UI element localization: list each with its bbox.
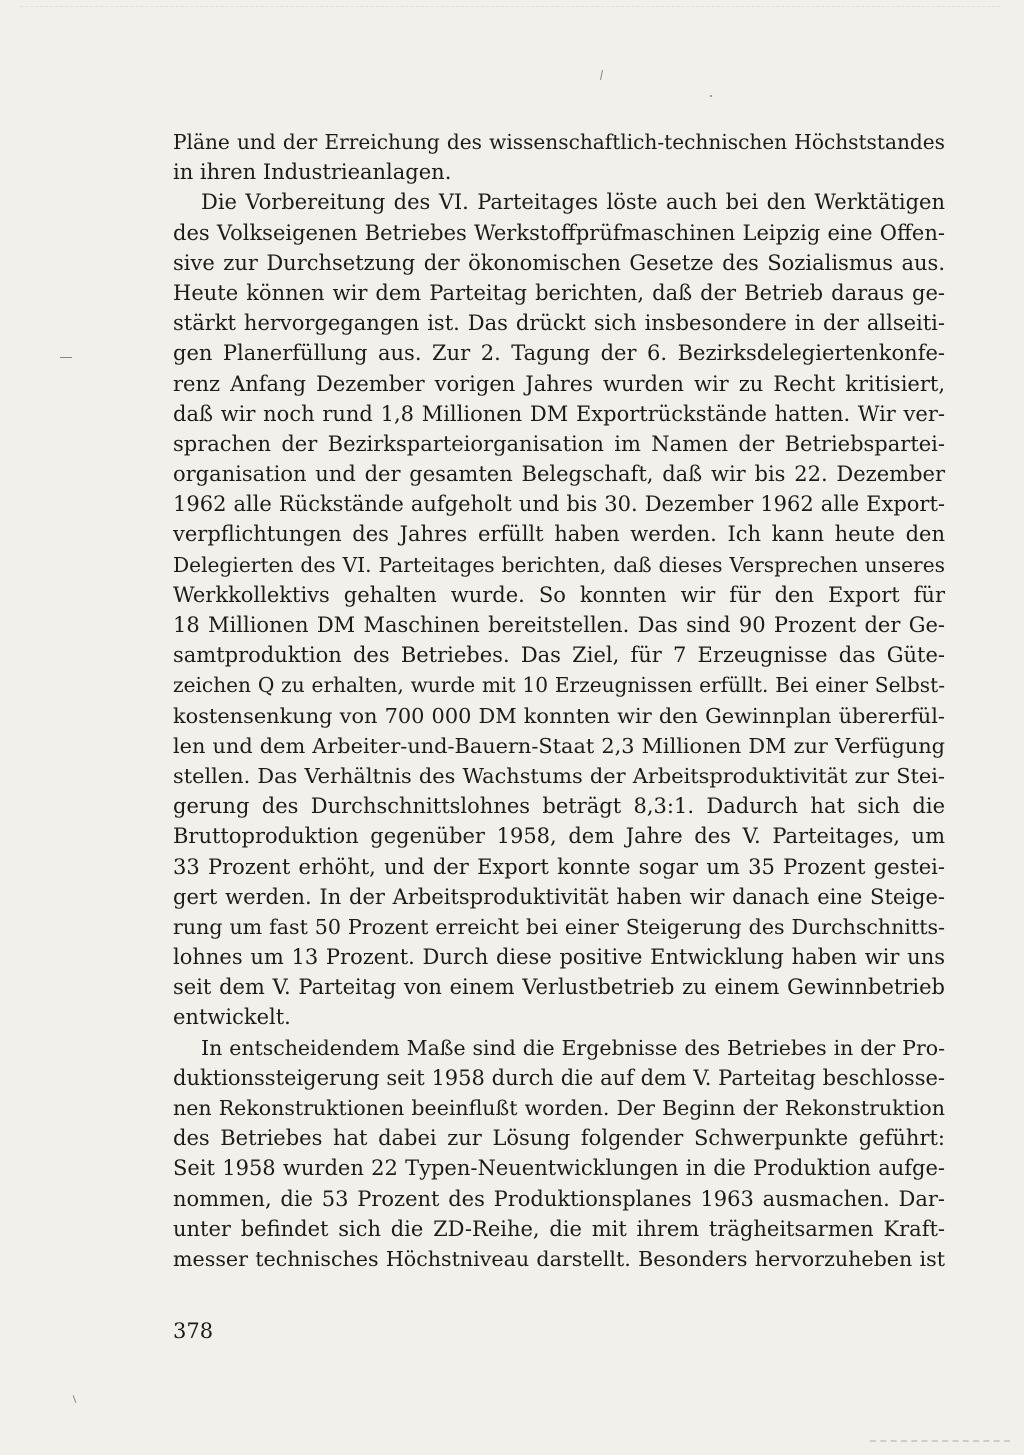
body-text — [173, 127, 945, 1274]
text-line: stellen. Das Verhältnis des Wachstums der Arbeitsproduktivität zur Stei- — [173, 763, 945, 788]
scan-speck — [73, 1395, 77, 1403]
text-line: In entscheidendem Maße sind die Ergebnisse des Betriebes in der Pro- — [201, 1035, 945, 1060]
text-line: len und dem Arbeiter-und-Bauern-Staat 2,3 Millionen DM zur Verfügung — [173, 733, 945, 758]
text-line: messer technisches Höchstniveau darstellt. Besonders hervorzuheben ist — [173, 1246, 945, 1271]
text-line: zeichen Q zu erhalten, wurde mit 10 Erzeugnissen erfüllt. Bei einer Selbst- — [173, 673, 945, 698]
text-line: sprachen der Bezirksparteiorganisation im Namen der Betriebspartei- — [173, 431, 945, 456]
text-line: gerung des Durchschnittslohnes beträgt 8,3:1. Dadurch hat sich die — [173, 794, 945, 819]
text-line: seit dem V. Parteitag von einem Verlustbetrieb zu einem Gewinnbetrieb — [173, 975, 945, 1000]
text-line: des Betriebes hat dabei zur Lösung folgender Schwerpunkte geführt: — [173, 1126, 945, 1151]
text-line: Die Vorbereitung des VI. Parteitages löste auch bei den Werktätigen — [201, 190, 945, 215]
text-line: lohnes um 13 Prozent. Durch diese positive Entwicklung haben wir uns — [173, 945, 945, 970]
text-line: samtproduktion des Betriebes. Das Ziel, für 7 Erzeugnisse das Güte- — [173, 643, 945, 668]
scan-edge-artifact — [20, 6, 1000, 9]
margin-mark — [60, 357, 72, 358]
scan-speck — [710, 95, 712, 97]
text-line: sive zur Durchsetzung der ökonomischen Gesetze des Sozialismus aus. — [173, 250, 945, 275]
text-line: duktionssteigerung seit 1958 durch die auf dem V. Parteitag beschlosse- — [173, 1065, 945, 1090]
text-line: verpflichtungen des Jahres erfüllt haben werden. Ich kann heute den — [173, 522, 945, 547]
text-line: organisation und der gesamten Belegschaft, daß wir bis 22. Dezember — [173, 462, 945, 487]
text-line: Delegierten des VI. Parteitages berichten, daß dieses Versprechen unseres — [173, 552, 945, 577]
text-line: Bruttoproduktion gegenüber 1958, dem Jahre des V. Parteitages, um — [173, 824, 945, 849]
scan-speck — [600, 70, 603, 80]
text-line: gert werden. In der Arbeitsproduktivität haben wir danach eine Steige- — [173, 884, 945, 909]
text-line: unter befindet sich die ZD-Reihe, die mit ihrem trägheitsarmen Kraft- — [173, 1216, 945, 1241]
scan-edge-artifact — [870, 1440, 1010, 1444]
text-line: nen Rekonstruktionen beeinflußt worden. Der Beginn der Rekonstruktion — [173, 1096, 945, 1120]
text-line: in ihren Industrieanlagen. — [173, 160, 452, 185]
text-line: entwickelt. — [173, 1005, 291, 1030]
text-line: gen Planerfüllung aus. Zur 2. Tagung der 6. Bezirksdelegiertenkonfe- — [173, 341, 945, 366]
page-number: 378 — [173, 1319, 214, 1343]
text-line: 33 Prozent erhöht, und der Export konnte sogar um 35 Prozent gestei- — [173, 854, 945, 879]
text-line: daß wir noch rund 1,8 Millionen DM Exportrückstände hatten. Wir ver- — [173, 401, 945, 426]
text-line: 18 Millionen DM Maschinen bereitstellen. Das sind 90 Prozent der Ge- — [173, 613, 945, 637]
text-line: des Volkseigenen Betriebes Werkstoffprüfmaschinen Leipzig eine Offen- — [173, 220, 945, 245]
text-line: renz Anfang Dezember vorigen Jahres wurden wir zu Recht kritisiert, — [173, 371, 945, 396]
text-line: Heute können wir dem Parteitag berichten, daß der Betrieb daraus ge- — [173, 280, 945, 305]
text-line: 1962 alle Rückstände aufgeholt und bis 30. Dezember 1962 alle Export- — [173, 492, 945, 517]
text-line: Werkkollektivs gehalten wurde. So konnten wir für den Export für — [173, 582, 945, 607]
text-line: Seit 1958 wurden 22 Typen-Neuentwicklungen in die Produktion aufge- — [173, 1156, 945, 1181]
text-line: nommen, die 53 Prozent des Produktionsplanes 1963 ausmachen. Dar- — [173, 1186, 945, 1211]
text-line: rung um fast 50 Prozent erreicht bei einer Steigerung des Durchschnitts- — [173, 914, 945, 939]
text-line: stärkt hervorgegangen ist. Das drückt sich insbesondere in der allseiti- — [173, 311, 945, 336]
text-line: kostensenkung von 700 000 DM konnten wir den Gewinnplan übererfül- — [173, 703, 945, 728]
text-line: Pläne und der Erreichung des wissenschaftlich-technischen Höchststandes — [173, 130, 945, 154]
